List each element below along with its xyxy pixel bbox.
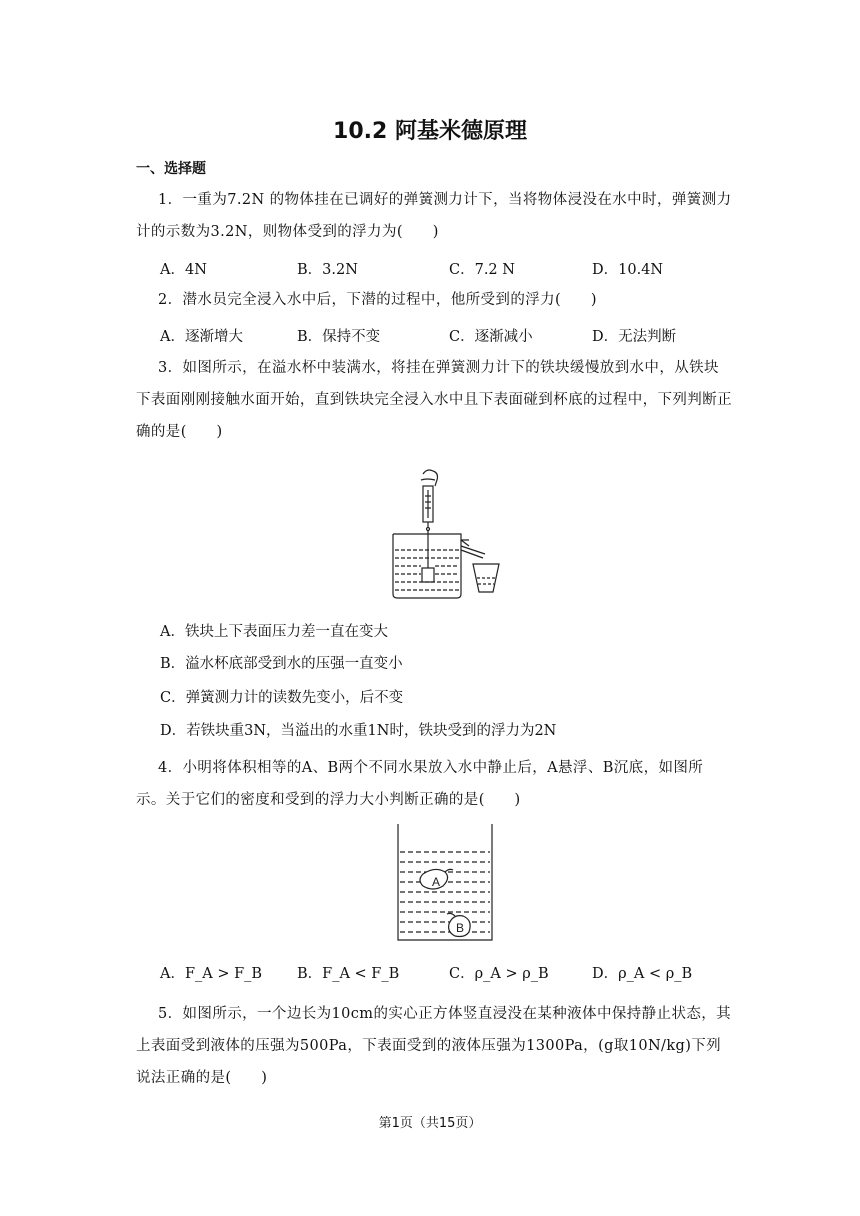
question-4: [136, 752, 756, 816]
question-2-option-b: B．保持不变: [297, 329, 381, 345]
question-3-option-c: C．弹簧测力计的读数先变小，后不变: [160, 690, 404, 706]
question-3-line-1: 3．如图所示，在溢水杯中装满水，将挂在弹簧测力计下的铁块缓慢放到水中，从铁块: [158, 360, 719, 376]
question-5: [136, 998, 756, 1094]
question-1-line-2: 计的示数为3.2N，则物体受到的浮力为( ): [136, 224, 439, 240]
question-5-line-1: 5．如图所示，一个边长为10cm的实心正方体竖直浸没在某种液体中保持静止状态，其: [158, 1006, 732, 1022]
question-1-options: [160, 258, 760, 282]
page-title: 10.2 阿基米德原理: [333, 119, 527, 144]
question-4-option-a: A．F_A > F_B: [160, 966, 263, 982]
question-2-line-1: 2．潜水员完全浸入水中后，下潜的过程中，他所受到的浮力( ): [158, 292, 597, 308]
question-1-option-b: B．3.2N: [297, 262, 358, 278]
question-5-line-3: 说法正确的是( ): [136, 1070, 268, 1086]
question-4-line-2: 示。关于它们的密度和受到的浮力大小判断正确的是( ): [136, 792, 521, 808]
section-heading: 一、选择题: [136, 161, 206, 177]
question-1: [136, 184, 756, 248]
question-1-line-1: 1．一重为7.2N 的物体挂在已调好的弹簧测力计下，当将物体浸没在水中时，弹簧测力: [158, 192, 732, 208]
question-2: [136, 284, 756, 316]
overflow-cup-figure: [385, 466, 505, 602]
question-2-option-c: C．逐渐减小: [449, 329, 533, 345]
question-5-line-2: 上表面受到液体的压强为500Pa，下表面受到的液体压强为1300Pa，(g取10N/kg)下列: [136, 1038, 722, 1054]
question-3-line-3: 确的是( ): [136, 424, 223, 440]
fruit-b-label: B: [456, 921, 465, 935]
question-4-option-b: B．F_A < F_B: [297, 966, 400, 982]
question-1-option-a: A．4N: [160, 262, 207, 278]
question-2-options: [160, 325, 760, 349]
fruit-container-figure: [395, 824, 495, 944]
page-footer: 第1页（共15页）: [378, 1116, 482, 1131]
question-4-option-d: D．ρ_A < ρ_B: [592, 966, 693, 982]
fruit-a-label: A: [432, 875, 441, 889]
question-1-option-c: C．7.2 N: [449, 262, 515, 278]
question-3-line-2: 下表面刚刚接触水面开始，直到铁块完全浸入水中且下表面碰到杯底的过程中，下列判断正: [136, 392, 732, 408]
question-4-line-1: 4．小明将体积相等的A、B两个不同水果放入水中静止后，A悬浮、B沉底，如图所: [158, 760, 704, 776]
question-1-option-d: D．10.4N: [592, 262, 664, 278]
question-4-option-c: C．ρ_A > ρ_B: [449, 966, 549, 982]
question-3-option-a: A．铁块上下表面压力差一直在变大: [160, 624, 388, 640]
question-4-options: [160, 962, 760, 986]
question-2-option-d: D．无法判断: [592, 329, 677, 345]
question-3-option-b: B．溢水杯底部受到水的压强一直变小: [160, 656, 403, 672]
question-3-option-d: D．若铁块重3N，当溢出的水重1N时，铁块受到的浮力为2N: [160, 723, 557, 739]
question-3: [136, 352, 756, 448]
question-2-option-a: A．逐渐增大: [160, 329, 243, 345]
